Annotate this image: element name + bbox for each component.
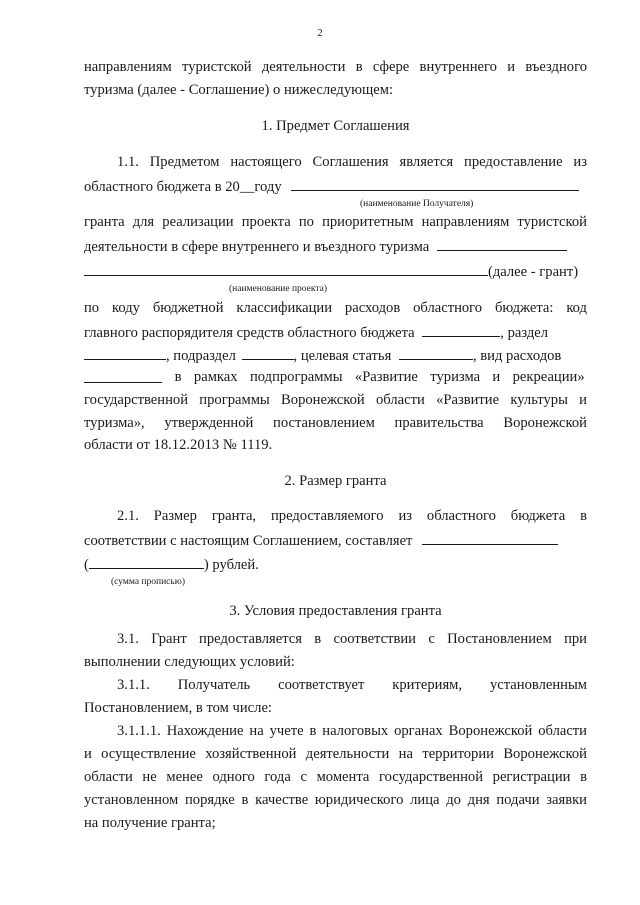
section-1-line-5 xyxy=(84,261,587,281)
section-2-line-1: 2.1. Размер гранта, предоставляемого из областного бюджета в xyxy=(117,508,587,524)
section-2-line-3 xyxy=(84,554,587,574)
intro-line-1: направлениям туристской деятельности в сфере внутреннего и въездного xyxy=(84,59,587,75)
expense-type-label: , вид расходов xyxy=(472,348,562,364)
recipient-name-blank[interactable] xyxy=(291,176,579,191)
section-1-line-7 xyxy=(84,322,587,342)
section-1-line-9 xyxy=(84,368,587,388)
section-3-heading: 3. Условия предоставления гранта xyxy=(229,603,442,619)
section-3-line-1: 3.1. Грант предоставляется в соответствии с Постановлением при xyxy=(117,631,587,647)
section-1-line-10: государственной программы Воронежской области «Развитие культуры и xyxy=(84,392,587,408)
page-number: 2 xyxy=(317,27,323,39)
section-1-line-11: туризма», утвержденной постановлением правительства Воронежской xyxy=(84,415,587,431)
recipient-caption: (наименование Получателя) xyxy=(360,199,474,209)
section-1-line-6: по коду бюджетной классификации расходов областного бюджета: код xyxy=(84,300,587,316)
section-1-line-12: области от 18.12.2013 № 1119. xyxy=(84,437,273,453)
chief-manager-code-blank[interactable] xyxy=(422,322,500,337)
section-code-blank[interactable] xyxy=(84,345,166,360)
subsection-label: , подраздел xyxy=(166,348,236,364)
section-1-line-9-text: в рамках подпрограммы «Развитие туризма и рекреации» xyxy=(174,369,585,385)
intro-line-2: туризма (далее - Соглашение) о нижеследующем: xyxy=(84,82,394,98)
section-1-heading: 1. Предмет Соглашения xyxy=(261,118,410,134)
section-3-line-2: выполнении следующих условий: xyxy=(84,654,295,670)
section-1-line-2 xyxy=(84,176,587,196)
section-3-line-7: области не менее одного года с момента государственной регистрации в xyxy=(84,769,587,785)
project-name-blank-2[interactable] xyxy=(84,261,488,276)
section-3-line-6: и осуществление хозяйственной деятельности на территории Воронежской xyxy=(84,746,587,762)
section-1-line-7-text: главного распорядителя средств областного бюджета xyxy=(84,325,415,341)
amount-open-paren: ( xyxy=(84,557,89,573)
grant-amount-words-blank[interactable] xyxy=(89,554,204,569)
target-item-label: , целевая статья xyxy=(293,348,392,364)
grant-amount-digits-blank[interactable] xyxy=(422,530,558,545)
section-label: , раздел xyxy=(500,325,549,341)
section-1-line-1: 1.1. Предметом настоящего Соглашения является предоставление из xyxy=(117,154,587,170)
project-caption: (наименование проекта) xyxy=(229,284,328,294)
grant-definition: (далее - грант) xyxy=(488,264,579,280)
target-item-code-blank[interactable] xyxy=(399,345,473,360)
expense-type-code-blank[interactable] xyxy=(84,368,162,383)
section-1-line-3: гранта для реализации проекта по приоритетным направлениям туристской xyxy=(84,214,587,230)
section-3-line-3: 3.1.1. Получатель соответствует критериям, установленным xyxy=(117,677,587,693)
section-2-line-2 xyxy=(84,530,587,550)
section-3-line-9: на получение гранта; xyxy=(84,815,216,831)
section-1-line-4-text: деятельности в сфере внутреннего и въездного туризма xyxy=(84,239,430,255)
subsection-code-blank[interactable] xyxy=(242,345,294,360)
section-3-line-5: 3.1.1.1. Нахождение на учете в налоговых органах Воронежской области xyxy=(117,723,587,739)
section-1-line-4 xyxy=(84,236,587,256)
section-2-line-2-text: соответствии с настоящим Соглашением, составляет xyxy=(84,533,413,549)
section-2-heading: 2. Размер гранта xyxy=(284,473,387,489)
section-3-line-8: установленном порядке в качестве юридического лица до дня подачи заявки xyxy=(84,792,587,808)
project-name-blank-1[interactable] xyxy=(437,236,567,251)
section-3-line-4: Постановлением, в том числе: xyxy=(84,700,272,716)
amount-caption: (сумма прописью) xyxy=(111,577,185,587)
rubles-label: ) рублей. xyxy=(203,557,259,573)
section-1-line-2-text: областного бюджета в 20__году xyxy=(84,179,282,195)
section-1-line-8 xyxy=(84,345,587,365)
